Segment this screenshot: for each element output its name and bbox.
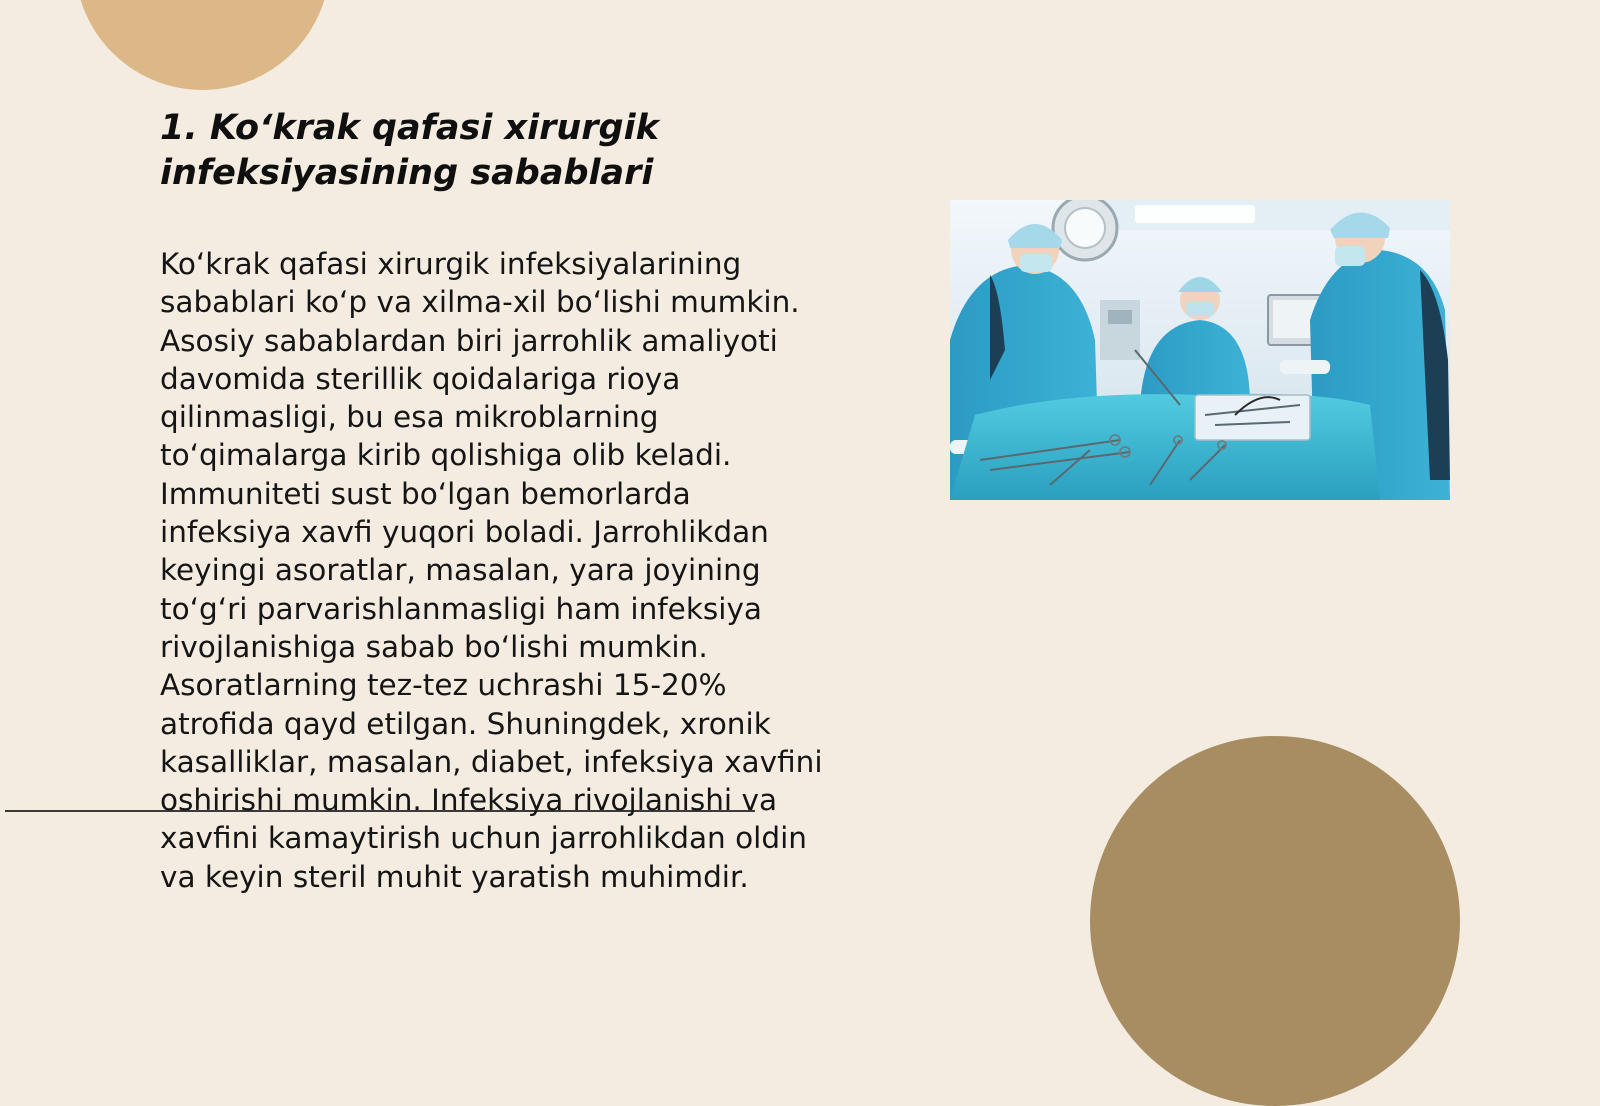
decorative-circle-top	[75, 0, 330, 90]
slide-body-text: Ko‘krak qafasi xirurgik infeksiyalarining sabablari ko‘p va xilma-xil bo‘lishi mumkin. Asosiy sabablardan biri jarrohlik amaliyoti davomida sterillik qoidalariga rioya qilinmasligi, bu esa mikroblarning to‘qimalarga kirib qolishiga olib keladi. Immuniteti sust bo‘lgan bemorlarda infeksiya xavfi yuqori boladi. Jarrohlikdan keyingi asoratlar, masalan, yara joyining to‘g‘ri parvarishlanmasligi ham infeksiya rivojlanishiga sabab bo‘lishi mumkin. Asoratlarning tez-tez uchrashi 15-20% atrofida qayd etilgan. Shuningdek, xronik kasalliklar, masalan, diabet, infeksiya xavfini oshirishi mumkin. Infeksiya rivojlanishi va xavfini kamaytirish uchun jarrohlikdan oldin va keyin steril muhit yaratish muhimdir.	[160, 247, 823, 894]
slide-title: 1. Ko‘krak qafasi xirurgik infeksiyasining sabablari	[160, 108, 659, 193]
surgery-photo	[950, 200, 1450, 500]
decorative-circle-bottom	[1090, 736, 1460, 1106]
